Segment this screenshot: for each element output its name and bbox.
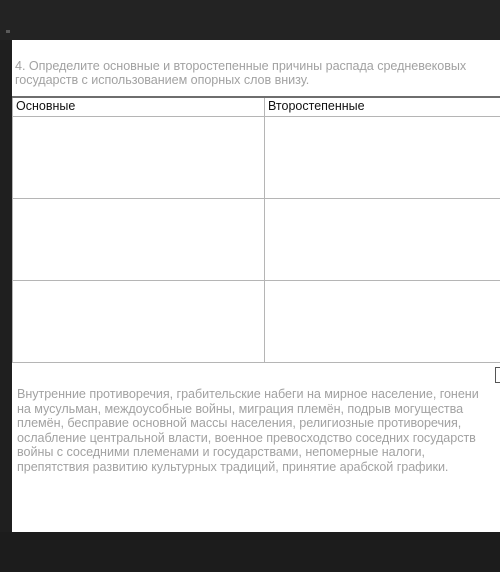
table-cell-main[interactable] xyxy=(13,117,265,199)
keywords-paragraph: Внутренние противоречия, грабительские набеги на мирное население, гонени на мусульман, междоусобные войны, миграция племён, подрыв могущества племён, бесправие основной массы населения, религиозные противоречия, ослабление центральной власти, военное превосходство соседних государств войны с соседними племенами и государствами, непомерные налоги, препятствия развитию культурных традиций, принятие арабской графики. xyxy=(17,387,479,474)
causes-table xyxy=(12,96,500,363)
task-instruction: 4. Определите основные и второстепенные причины распада средневековых государств с использованием опорных слов внизу. xyxy=(15,59,467,87)
top-background xyxy=(0,0,500,40)
bottom-background xyxy=(0,532,500,572)
table-cell-secondary[interactable] xyxy=(265,199,500,281)
table-row xyxy=(13,281,500,363)
table-row xyxy=(13,199,500,281)
edge-mark xyxy=(6,30,10,33)
table-cell-main[interactable] xyxy=(13,281,265,363)
header-main-causes: Основные xyxy=(13,97,265,117)
header-secondary-causes: Второстепенные xyxy=(265,97,500,117)
table-row xyxy=(13,117,500,199)
document-page xyxy=(12,40,500,532)
table-cell-secondary[interactable] xyxy=(265,117,500,199)
table-cell-secondary[interactable] xyxy=(265,281,500,363)
table-header-row xyxy=(13,97,500,117)
table-cell-main[interactable] xyxy=(13,199,265,281)
bracket-mark xyxy=(495,367,500,383)
